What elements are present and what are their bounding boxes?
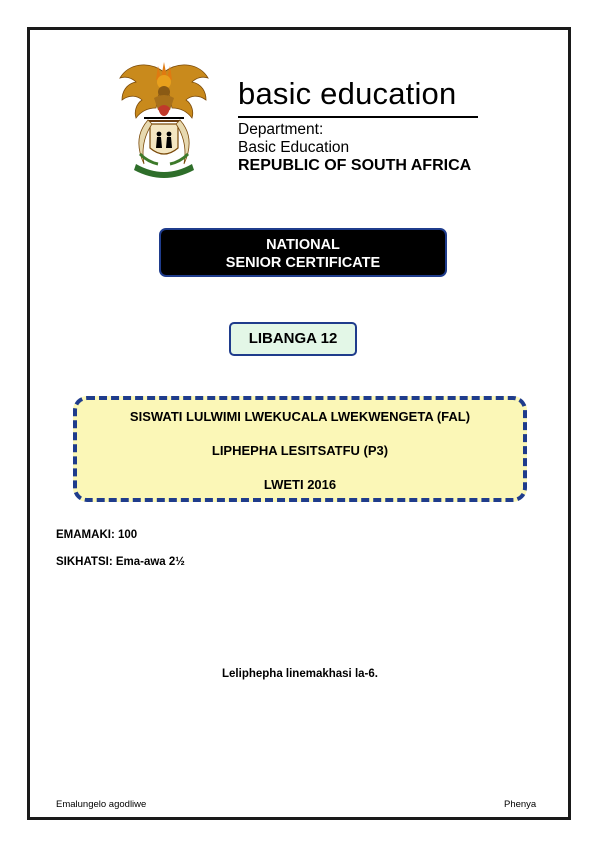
department-name: Basic Education [238, 139, 350, 156]
paper-number: LIPHEPHA LESITSATFU (P3) [211, 443, 389, 458]
footer-turn-over: Phenya [504, 799, 537, 810]
department-block [238, 121, 471, 175]
country-name: REPUBLIC OF SOUTH AFRICA [238, 157, 472, 174]
time-label: SIKHATSI: Ema-awa 2½ [56, 556, 185, 568]
certificate-line-1: NATIONAL [266, 237, 340, 253]
marks-label: EMAMAKI: 100 [56, 529, 138, 541]
brand-wordmark: basic education [238, 76, 457, 111]
subject-title: SISWATI LULWIMI LWEKUCALA LWEKWENGETA (FAL) [129, 409, 471, 424]
certificate-banner [159, 228, 447, 277]
brand-underline [238, 116, 478, 118]
exam-session: LWETI 2016 [263, 477, 337, 492]
footer-copyright: Emalungelo agodliwe [56, 799, 147, 810]
paper-info-box [73, 396, 527, 502]
page-count-note: Leliphepha linemakhasi la-6. [222, 668, 378, 680]
coat-of-arms-logo [118, 58, 210, 180]
grade-badge: LIBANGA 12 [229, 322, 357, 356]
department-label: Department: [238, 121, 324, 138]
certificate-line-2: SENIOR CERTIFICATE [225, 255, 381, 271]
